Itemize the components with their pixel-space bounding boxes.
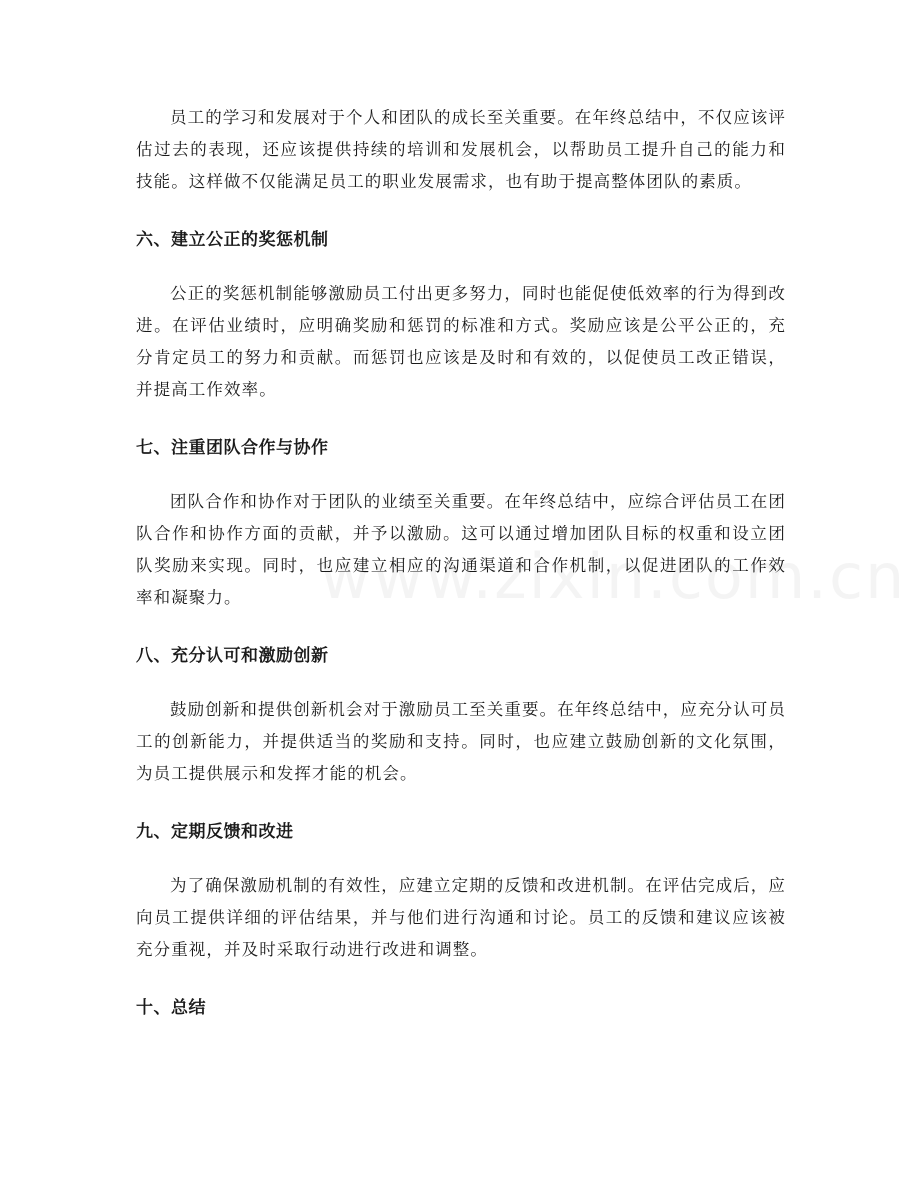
paragraph-innovation: 鼓励创新和提供创新机会对于激励员工至关重要。在年终总结中，应充分认可员工的创新能力，并提供适当的奖励和支持。同时，也应建立鼓励创新的文化氛围，为员工提供展示和发挥才能的机会。 (136, 700, 786, 783)
heading-feedback: 九、定期反馈和改进 (136, 822, 294, 842)
paragraph-feedback: 为了确保激励机制的有效性，应建立定期的反馈和改进机制。在评估完成后，应向员工提供详细的评估结果，并与他们进行沟通和讨论。员工的反馈和建议应该被充分重视，并及时采取行动进行改进和调整。 (136, 876, 786, 959)
paragraph-learning-development: 员工的学习和发展对于个人和团队的成长至关重要。在年终总结中，不仅应该评估过去的表现，还应该提供持续的培训和发展机会，以帮助员工提升自己的能力和技能。这样做不仅能满足员工的职业发展需求，也有助于提高整体团队的素质。 (136, 108, 786, 191)
document-body (136, 102, 786, 1023)
paragraph-reward-punishment: 公正的奖惩机制能够激励员工付出更多努力，同时也能促使低效率的行为得到改进。在评估业绩时，应明确奖励和惩罚的标准和方式。奖励应该是公平公正的，充分肯定员工的努力和贡献。而惩罚也应该是及时和有效的，以促使员工改正错误，并提高工作效率。 (136, 284, 786, 399)
heading-innovation: 八、充分认可和激励创新 (136, 646, 329, 666)
heading-summary: 十、总结 (136, 998, 206, 1018)
paragraph-teamwork: 团队合作和协作对于团队的业绩至关重要。在年终总结中，应综合评估员工在团队合作和协作方面的贡献，并予以激励。这可以通过增加团队目标的权重和设立团队奖励来实现。同时，也应建立相应的沟通渠道和合作机制，以促进团队的工作效率和凝聚力。 (136, 492, 786, 607)
heading-reward-punishment: 六、建立公正的奖惩机制 (136, 230, 329, 250)
heading-teamwork: 七、注重团队合作与协作 (136, 438, 329, 458)
